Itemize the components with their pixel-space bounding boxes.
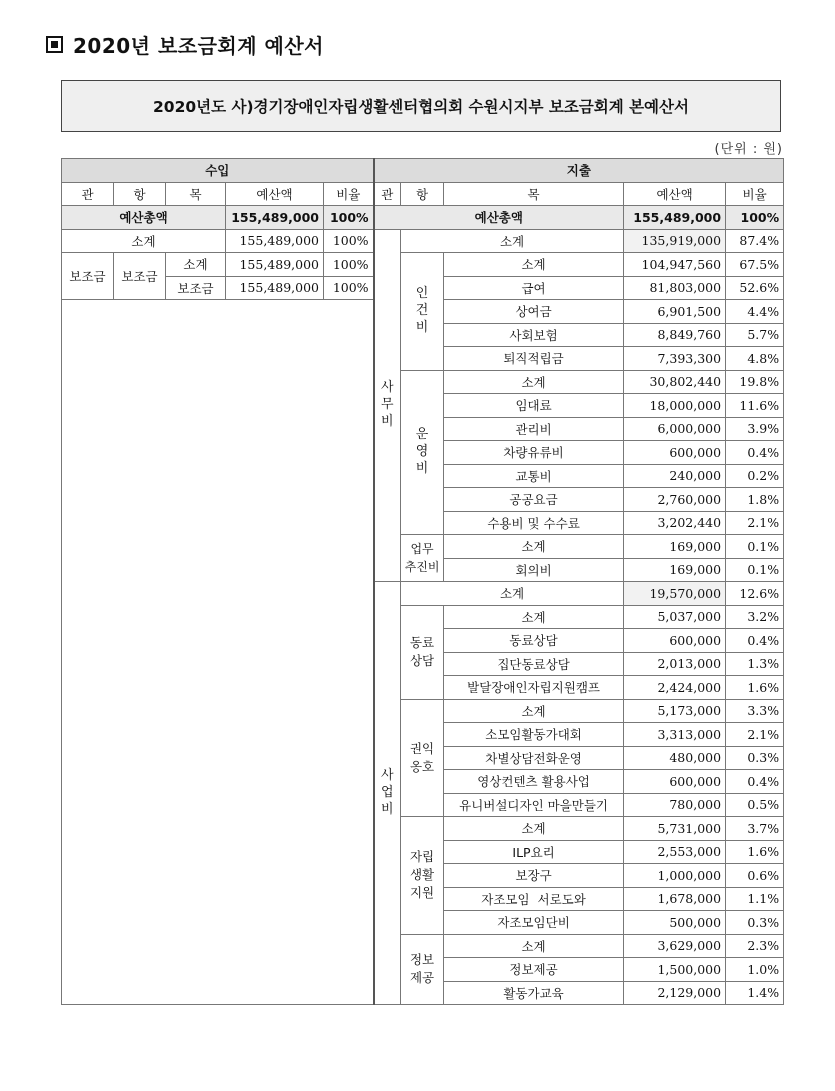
expense-amount: 6,901,500 bbox=[624, 300, 726, 324]
expense-amount: 2,760,000 bbox=[624, 488, 726, 512]
expense-mok: 소계 bbox=[444, 253, 624, 277]
expense-amount: 600,000 bbox=[624, 629, 726, 653]
expense-amount: 5,173,000 bbox=[624, 699, 726, 723]
peer-label-2: 상담 bbox=[409, 653, 435, 668]
expense-total-label: 예산총액 bbox=[374, 206, 624, 230]
expense-mok: 차별상담전화운영 bbox=[444, 746, 624, 770]
income-col-ratio: 비율 bbox=[324, 182, 374, 206]
personnel-hang-cell bbox=[401, 253, 444, 371]
expense-amount: 600,000 bbox=[624, 441, 726, 465]
expense-mok: 영상컨텐츠 활용사업 bbox=[444, 770, 624, 794]
expense-col-hang: 항 bbox=[401, 182, 444, 206]
column-header-row bbox=[62, 182, 784, 206]
expense-mok: 공공요금 bbox=[444, 488, 624, 512]
expense-ratio: 0.1% bbox=[726, 558, 784, 582]
expense-ratio: 11.6% bbox=[726, 394, 784, 418]
expense-col-gwan: 관 bbox=[374, 182, 401, 206]
expense-ratio: 0.4% bbox=[726, 441, 784, 465]
business-promotion-hang-cell bbox=[401, 535, 444, 582]
independent-label-3: 지원 bbox=[409, 885, 435, 901]
info-label-2: 제공 bbox=[409, 970, 435, 986]
info-hang-cell bbox=[401, 934, 444, 1005]
office-subtotal-amount: 135,919,000 bbox=[624, 229, 726, 253]
rights-hang-cell bbox=[401, 699, 444, 817]
expense-amount: 6,000,000 bbox=[624, 417, 726, 441]
unit-label: (단위 : 원) bbox=[714, 142, 783, 157]
expense-title: 지출 bbox=[374, 159, 784, 183]
expense-amount: 1,678,000 bbox=[624, 887, 726, 911]
expense-col-mok: 목 bbox=[444, 182, 624, 206]
expense-col-ratio: 비율 bbox=[726, 182, 784, 206]
expense-ratio: 5.7% bbox=[726, 323, 784, 347]
expense-ratio: 0.4% bbox=[726, 770, 784, 794]
expense-mok: ILP요리 bbox=[444, 840, 624, 864]
expense-amount: 5,037,000 bbox=[624, 605, 726, 629]
income-mok: 소계 bbox=[166, 253, 226, 277]
expense-amount: 169,000 bbox=[624, 558, 726, 582]
expense-mok: 임대료 bbox=[444, 394, 624, 418]
page-heading bbox=[46, 30, 324, 59]
expense-mok: 자조모임 서로도와 bbox=[444, 887, 624, 911]
expense-mok: 회의비 bbox=[444, 558, 624, 582]
expense-col-amount: 예산액 bbox=[624, 182, 726, 206]
peer-hang-cell bbox=[401, 605, 444, 699]
income-col-gwan: 관 bbox=[62, 182, 114, 206]
expense-ratio: 4.8% bbox=[726, 347, 784, 371]
expense-ratio: 3.2% bbox=[726, 605, 784, 629]
expense-mok: 소계 bbox=[444, 605, 624, 629]
expense-ratio: 1.6% bbox=[726, 840, 784, 864]
project-subtotal-ratio: 12.6% bbox=[726, 582, 784, 606]
expense-ratio: 1.8% bbox=[726, 488, 784, 512]
income-amount: 155,489,000 bbox=[226, 276, 324, 300]
expense-ratio: 0.3% bbox=[726, 746, 784, 770]
income-subtotal-ratio: 100% bbox=[324, 229, 374, 253]
filled-square-icon bbox=[46, 36, 63, 53]
income-mok: 보조금 bbox=[166, 276, 226, 300]
expense-amount: 104,947,560 bbox=[624, 253, 726, 277]
expense-ratio: 52.6% bbox=[726, 276, 784, 300]
expense-ratio: 3.9% bbox=[726, 417, 784, 441]
rights-label-2: 옹호 bbox=[409, 758, 435, 774]
expense-mok: 퇴직적립금 bbox=[444, 347, 624, 371]
income-subtotal-amount: 155,489,000 bbox=[226, 229, 324, 253]
expense-ratio: 0.1% bbox=[726, 535, 784, 559]
income-col-hang: 항 bbox=[114, 182, 166, 206]
expense-mok: 수용비 및 수수료 bbox=[444, 511, 624, 535]
expense-amount: 18,000,000 bbox=[624, 394, 726, 418]
operation-label: 운영비 bbox=[415, 427, 429, 477]
expense-mok: 교통비 bbox=[444, 464, 624, 488]
project-subtotal-amount: 19,570,000 bbox=[624, 582, 726, 606]
income-total-label: 예산총액 bbox=[62, 206, 226, 230]
expense-amount: 1,500,000 bbox=[624, 958, 726, 982]
expense-amount: 780,000 bbox=[624, 793, 726, 817]
income-subtotal-label: 소계 bbox=[62, 229, 226, 253]
expense-amount: 5,731,000 bbox=[624, 817, 726, 841]
independent-label-1: 자립 bbox=[409, 849, 435, 865]
expense-mok: 차량유류비 bbox=[444, 441, 624, 465]
peer-label-1: 동료 bbox=[409, 635, 435, 650]
independent-label-2: 생활 bbox=[409, 867, 435, 883]
expense-ratio: 0.3% bbox=[726, 911, 784, 935]
expense-mok: 집단동료상담 bbox=[444, 652, 624, 676]
expense-amount: 30,802,440 bbox=[624, 370, 726, 394]
expense-mok: 소계 bbox=[444, 817, 624, 841]
expense-mok: 소모임활동가대회 bbox=[444, 723, 624, 747]
expense-mok: 유니버설디자인 마을만들기 bbox=[444, 793, 624, 817]
document-banner bbox=[61, 80, 781, 132]
expense-mok: 활동가교육 bbox=[444, 981, 624, 1005]
expense-ratio: 2.1% bbox=[726, 723, 784, 747]
expense-mok: 소계 bbox=[444, 934, 624, 958]
table-row bbox=[62, 229, 784, 253]
expense-amount: 7,393,300 bbox=[624, 347, 726, 371]
expense-ratio: 67.5% bbox=[726, 253, 784, 277]
expense-mok: 소계 bbox=[444, 535, 624, 559]
expense-ratio: 1.1% bbox=[726, 887, 784, 911]
expense-ratio: 4.4% bbox=[726, 300, 784, 324]
income-empty-area bbox=[62, 300, 374, 1005]
expense-amount: 600,000 bbox=[624, 770, 726, 794]
expense-ratio: 0.4% bbox=[726, 629, 784, 653]
income-col-amount: 예산액 bbox=[226, 182, 324, 206]
expense-ratio: 1.3% bbox=[726, 652, 784, 676]
office-subtotal-ratio: 87.4% bbox=[726, 229, 784, 253]
expense-amount: 81,803,000 bbox=[624, 276, 726, 300]
operation-hang-cell bbox=[401, 370, 444, 535]
expense-ratio: 0.2% bbox=[726, 464, 784, 488]
expense-amount: 3,313,000 bbox=[624, 723, 726, 747]
project-label: 사업비 bbox=[381, 768, 394, 817]
independent-hang-cell bbox=[401, 817, 444, 935]
expense-mok: 소계 bbox=[444, 699, 624, 723]
expense-mok: 상여금 bbox=[444, 300, 624, 324]
expense-ratio: 0.5% bbox=[726, 793, 784, 817]
expense-mok: 발달장애인자립지원캠프 bbox=[444, 676, 624, 700]
business-promotion-label-2: 추진비 bbox=[404, 560, 440, 574]
business-promotion-label-1: 업무 bbox=[410, 542, 434, 556]
expense-ratio: 1.6% bbox=[726, 676, 784, 700]
expense-amount: 8,849,760 bbox=[624, 323, 726, 347]
section-header-row bbox=[62, 159, 784, 183]
expense-amount: 240,000 bbox=[624, 464, 726, 488]
expense-amount: 2,424,000 bbox=[624, 676, 726, 700]
income-ratio: 100% bbox=[324, 276, 374, 300]
expense-ratio: 1.0% bbox=[726, 958, 784, 982]
expense-ratio: 0.6% bbox=[726, 864, 784, 888]
expense-mok: 관리비 bbox=[444, 417, 624, 441]
info-label-1: 정보 bbox=[409, 952, 435, 968]
expense-mok: 보장구 bbox=[444, 864, 624, 888]
table-row bbox=[62, 253, 784, 277]
personnel-label: 인건비 bbox=[415, 286, 429, 336]
income-total-ratio: 100% bbox=[324, 206, 374, 230]
heading-text: 2020년 보조금회계 예산서 bbox=[73, 34, 324, 58]
expense-amount: 2,129,000 bbox=[624, 981, 726, 1005]
expense-mok: 소계 bbox=[444, 370, 624, 394]
expense-amount: 480,000 bbox=[624, 746, 726, 770]
expense-amount: 500,000 bbox=[624, 911, 726, 935]
office-gwan-cell bbox=[374, 229, 401, 582]
expense-total-ratio: 100% bbox=[726, 206, 784, 230]
expense-mok: 정보제공 bbox=[444, 958, 624, 982]
expense-ratio: 2.3% bbox=[726, 934, 784, 958]
office-label: 사무비 bbox=[381, 380, 394, 430]
expense-ratio: 2.1% bbox=[726, 511, 784, 535]
expense-ratio: 19.8% bbox=[726, 370, 784, 394]
income-gwan-cell: 보조금 bbox=[62, 253, 114, 300]
income-amount: 155,489,000 bbox=[226, 253, 324, 277]
budget-table bbox=[61, 158, 784, 1005]
expense-amount: 3,202,440 bbox=[624, 511, 726, 535]
expense-ratio: 3.7% bbox=[726, 817, 784, 841]
total-row bbox=[62, 206, 784, 230]
expense-amount: 1,000,000 bbox=[624, 864, 726, 888]
banner-text: 2020년도 사)경기장애인자립생활센터협의회 수원시지부 보조금회계 본예산서 bbox=[153, 98, 689, 116]
income-hang-cell: 보조금 bbox=[114, 253, 166, 300]
rights-label-1: 권익 bbox=[409, 740, 435, 756]
income-col-mok: 목 bbox=[166, 182, 226, 206]
expense-amount: 3,629,000 bbox=[624, 934, 726, 958]
expense-mok: 급여 bbox=[444, 276, 624, 300]
expense-amount: 169,000 bbox=[624, 535, 726, 559]
expense-amount: 2,553,000 bbox=[624, 840, 726, 864]
income-total-amount: 155,489,000 bbox=[226, 206, 324, 230]
expense-mok: 동료상담 bbox=[444, 629, 624, 653]
expense-mok: 사회보험 bbox=[444, 323, 624, 347]
project-subtotal-label: 소계 bbox=[401, 582, 624, 606]
expense-total-amount: 155,489,000 bbox=[624, 206, 726, 230]
income-title: 수입 bbox=[62, 159, 374, 183]
expense-ratio: 1.4% bbox=[726, 981, 784, 1005]
expense-amount: 2,013,000 bbox=[624, 652, 726, 676]
project-gwan-cell bbox=[374, 582, 401, 1005]
income-ratio: 100% bbox=[324, 253, 374, 277]
expense-ratio: 3.3% bbox=[726, 699, 784, 723]
expense-mok: 자조모임단비 bbox=[444, 911, 624, 935]
office-subtotal-label: 소계 bbox=[401, 229, 624, 253]
